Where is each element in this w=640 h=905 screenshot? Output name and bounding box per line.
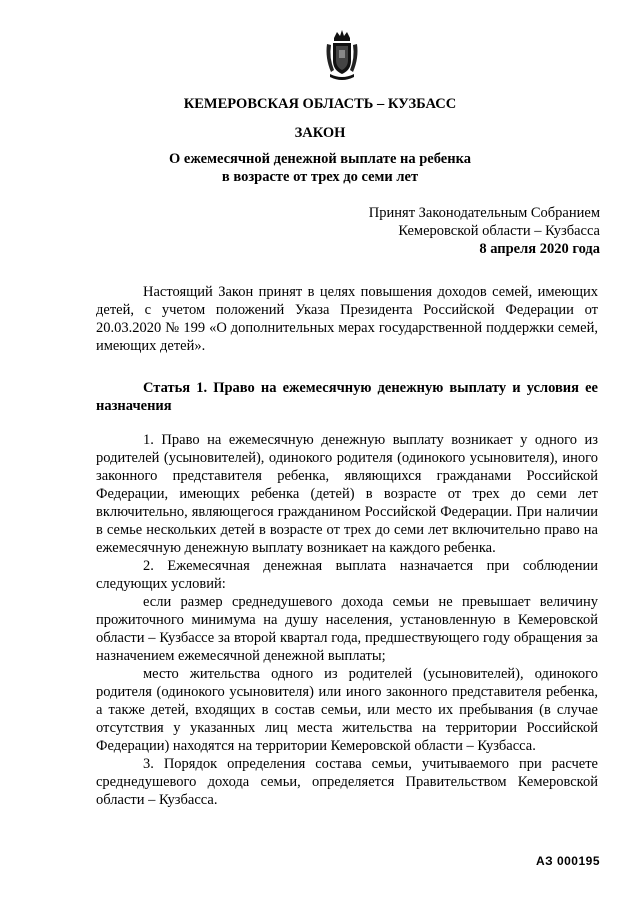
- preamble: [96, 283, 598, 355]
- law-title-line1: О ежемесячной денежной выплате на ребенка: [169, 151, 471, 167]
- law-title-line2: в возрасте от трех до семи лет: [221, 169, 419, 185]
- adoption-line1: Принят Законодательным Собранием: [368, 205, 600, 221]
- adoption-block: [369, 204, 600, 258]
- article-paragraph: 1. Право на ежемесячную денежную выплату возникает у одного из родителей (усыновителей), одинокого родителя (одинокого усыновителя), иного законного представителя ребенка, являющихся гражданами Российской Федерации, имеющих ребенка (детей) в возрасте от трех до семи лет включительно, являющегося гражданином Российской Федерации. При наличии в семье нескольких детей в возрасте от трех до семи лет включительно право на ежемесячную денежную выплату возникает на каждого ребенка.: [96, 432, 598, 556]
- article-paragraph: место жительства одного из родителей (усыновителей), одинокого родителя (одинокого усыновителя) или иного законного представителя ребенка, а также детей, входящих в состав семьи, или место их пребывания (в случае отсутствия у указанных лиц места жительства на территории Российской Федерации) находятся на территории Кемеровской области – Кузбасса.: [96, 666, 598, 754]
- article-paragraph: если размер среднедушевого дохода семьи не превышает величину прожиточного минимума на душу населения, установленную в Кемеровской области – Кузбассе за второй квартал года, предшествующего году обращения за назначением ежемесячной денежной выплаты;: [96, 594, 598, 664]
- adoption-line2: Кемеровской области – Кузбасса: [398, 223, 600, 239]
- article-paragraph: 3. Порядок определения состава семьи, учитываемого при расчете среднедушевого дохода семьи, определяется Правительством Кемеровской области – Кузбасса.: [96, 756, 598, 808]
- preamble-paragraph: Настоящий Закон принят в целях повышения доходов семей, имеющих детей, с учетом положений Указа Президента Российской Федерации от 20.03.2020 № 199 «О дополнительных мерах государственной поддержки семей, имеющих детей».: [96, 284, 598, 354]
- region-heading: КЕМЕРОВСКАЯ ОБЛАСТЬ – КУЗБАСС: [183, 96, 457, 112]
- serial-number-stamp: АЗ 000195: [535, 854, 600, 868]
- document-type: ЗАКОН: [294, 125, 346, 141]
- article-1-heading: Статья 1. Право на ежемесячную денежную выплату и условия ее назначения: [96, 380, 598, 414]
- coat-of-arms-icon: [325, 28, 359, 82]
- article-1-body: [96, 431, 598, 809]
- article-paragraph: 2. Ежемесячная денежная выплата назначается при соблюдении следующих условий:: [96, 558, 598, 592]
- adoption-date: 8 апреля 2020 года: [479, 241, 600, 257]
- law-title: [0, 150, 640, 186]
